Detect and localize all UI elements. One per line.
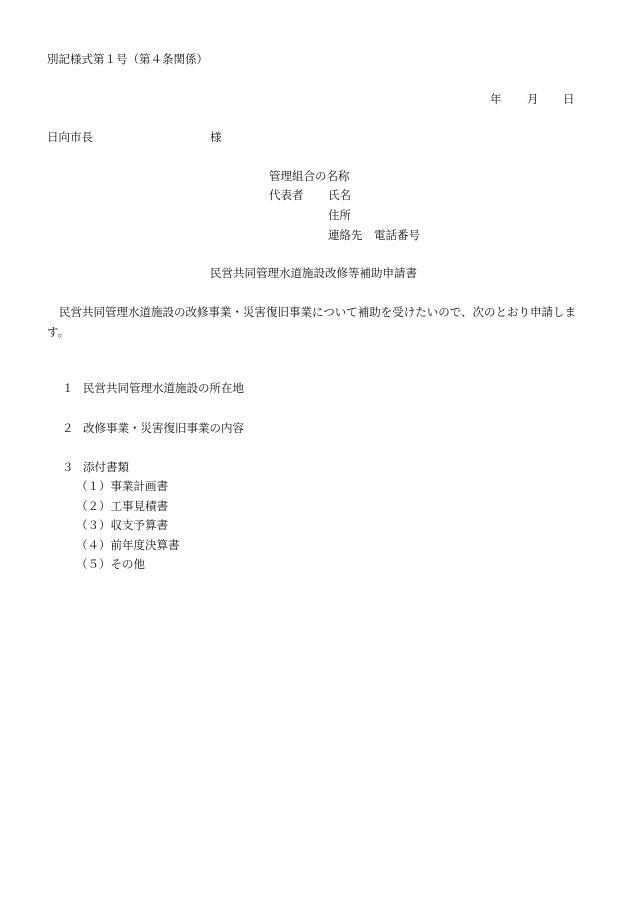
application-body-text: 民営共同管理水道施設の改修事業・災害復旧事業について補助を受けたいので、次のとおり申請します。 [47,305,577,339]
section-2-label: 改修事業・災害復旧事業の内容 [83,421,244,435]
section-2-number: ２ [62,421,74,435]
section-1-label: 民営共同管理水道施設の所在地 [83,381,244,395]
representative-name-label: 氏名 [328,188,351,202]
section-1-number: １ [62,381,74,395]
addressee-name: 日向市長 [47,130,93,144]
date-month-label: 月 [527,92,539,106]
representative-address-label: 住所 [328,208,351,222]
section-3-label: 添付書類 [83,460,129,474]
addressee-honorific: 様 [210,130,222,144]
attachment-item: （３）収支予算書 [76,518,168,532]
attachment-item: （１）事業計画書 [76,479,168,493]
section-3-number: ３ [62,460,74,474]
attachment-item: （４）前年度決算書 [76,538,180,552]
representative-label: 代表者 [269,188,304,202]
contact-label: 連絡先 [328,228,363,242]
phone-number-label: 電話番号 [374,228,420,242]
form-number: 別記様式第１号（第４条関係） [47,52,208,66]
document-title: 民営共同管理水道施設改修等補助申請書 [210,266,417,280]
date-year-label: 年 [490,92,502,106]
attachment-item: （２）工事見積書 [76,499,168,513]
association-name-label: 管理組合の名称 [269,169,350,183]
date-day-label: 日 [563,92,575,106]
attachment-item: （５）その他 [76,557,145,571]
